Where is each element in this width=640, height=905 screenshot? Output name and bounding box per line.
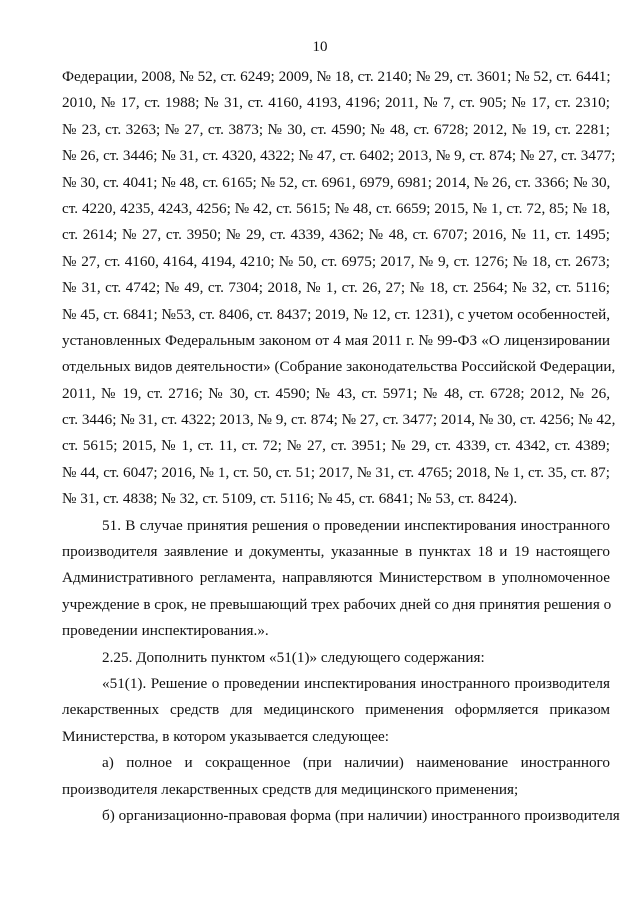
text-line: № 45, ст. 6841; №53, ст. 8406, ст. 8437; 2019, № 12, ст. 1231), с учетом особенностей, bbox=[62, 305, 610, 323]
text-line: 2011, № 19, ст. 2716; № 30, ст. 4590; № 43, ст. 5971; № 48, ст. 6728; 2012, № 26, bbox=[62, 384, 610, 402]
text-line: Министерства, в котором указывается следующее: bbox=[62, 727, 389, 745]
text-line: установленных Федеральным законом от 4 мая 2011 г. № 99-ФЗ «О лицензировании bbox=[62, 331, 610, 349]
text-line: Административного регламента, направляются Министерством в уполномоченное bbox=[62, 569, 610, 587]
text-line: Федерации, 2008, № 52, ст. 6249; 2009, № 18, ст. 2140; № 29, ст. 3601; № 52, ст. 6441; bbox=[62, 68, 611, 85]
text-line: ст. 5615; 2015, № 1, ст. 11, ст. 72; № 27, ст. 3951; № 29, ст. 4339, ст. 4342, ст. 4389; bbox=[62, 437, 610, 455]
text-line: отдельных видов деятельности» (Собрание законодательства Российской Федерации, bbox=[62, 358, 616, 376]
text-line: № 44, ст. 6047; 2016, № 1, ст. 50, ст. 51; 2017, № 31, ст. 4765; 2018, № 1, ст. 35, ст. 87; bbox=[62, 463, 610, 481]
text-line: № 31, ст. 4742; № 49, ст. 7304; 2018, № 1, ст. 26, 27; № 18, ст. 2564; № 32, ст. 5116; bbox=[62, 279, 610, 297]
page-number: 10 bbox=[312, 39, 328, 55]
text-line: б) организационно-правовая форма (при наличии) иностранного производителя bbox=[102, 806, 620, 824]
text-line: 2.25. Дополнить пунктом «51(1)» следующего содержания: bbox=[102, 648, 485, 666]
text-line: № 23, ст. 3263; № 27, ст. 3873; № 30, ст. 4590; № 48, ст. 6728; 2012, № 19, ст. 2281; bbox=[62, 120, 610, 138]
text-line: № 26, ст. 3446; № 31, ст. 4320, 4322; № 47, ст. 6402; 2013, № 9, ст. 874; № 27, ст. 3477; bbox=[62, 147, 616, 165]
text-line: производителя лекарственных средств для медицинского применения; bbox=[62, 780, 519, 798]
text-line: учреждение в срок, не превышающий трех рабочих дней со дня принятия решения о bbox=[62, 595, 612, 613]
text-line: ст. 3446; № 31, ст. 4322; 2013, № 9, ст. 874; № 27, ст. 3477; 2014, № 30, ст. 4256; № 42, bbox=[62, 411, 616, 429]
text-line: № 31, ст. 4838; № 32, ст. 5109, ст. 5116; № 45, ст. 6841; № 53, ст. 8424). bbox=[62, 490, 518, 508]
text-line: а) полное и сокращенное (при наличии) наименование иностранного bbox=[102, 754, 610, 772]
text-line: «51(1). Решение о проведении инспектирования иностранного производителя bbox=[102, 674, 610, 692]
text-line: производителя заявление и документы, указанные в пунктах 18 и 19 настоящего bbox=[62, 543, 610, 561]
text-line: 51. В случае принятия решения о проведении инспектирования иностранного bbox=[102, 516, 610, 534]
text-line: лекарственных средств для медицинского применения оформляется приказом bbox=[62, 701, 610, 719]
document-body bbox=[62, 64, 620, 829]
text-line: 2010, № 17, ст. 1988; № 31, ст. 4160, 4193, 4196; 2011, № 7, ст. 905; № 17, ст. 2310; bbox=[62, 94, 610, 112]
text-line: № 30, ст. 4041; № 48, ст. 6165; № 52, ст. 6961, 6979, 6981; 2014, № 26, ст. 3366; № 30, bbox=[62, 173, 611, 191]
text-line: ст. 2614; № 27, ст. 3950; № 29, ст. 4339, 4362; № 48, ст. 6707; 2016, № 11, ст. 1495; bbox=[62, 226, 610, 244]
text-line: проведении инспектирования.». bbox=[62, 622, 269, 640]
text-line: № 27, ст. 4160, 4164, 4194, 4210; № 50, ст. 6975; 2017, № 9, ст. 1276; № 18, ст. 2673; bbox=[62, 252, 610, 270]
text-line: ст. 4220, 4235, 4243, 4256; № 42, ст. 5615; № 48, ст. 6659; 2015, № 1, ст. 72, 85; № 18, bbox=[62, 199, 610, 217]
